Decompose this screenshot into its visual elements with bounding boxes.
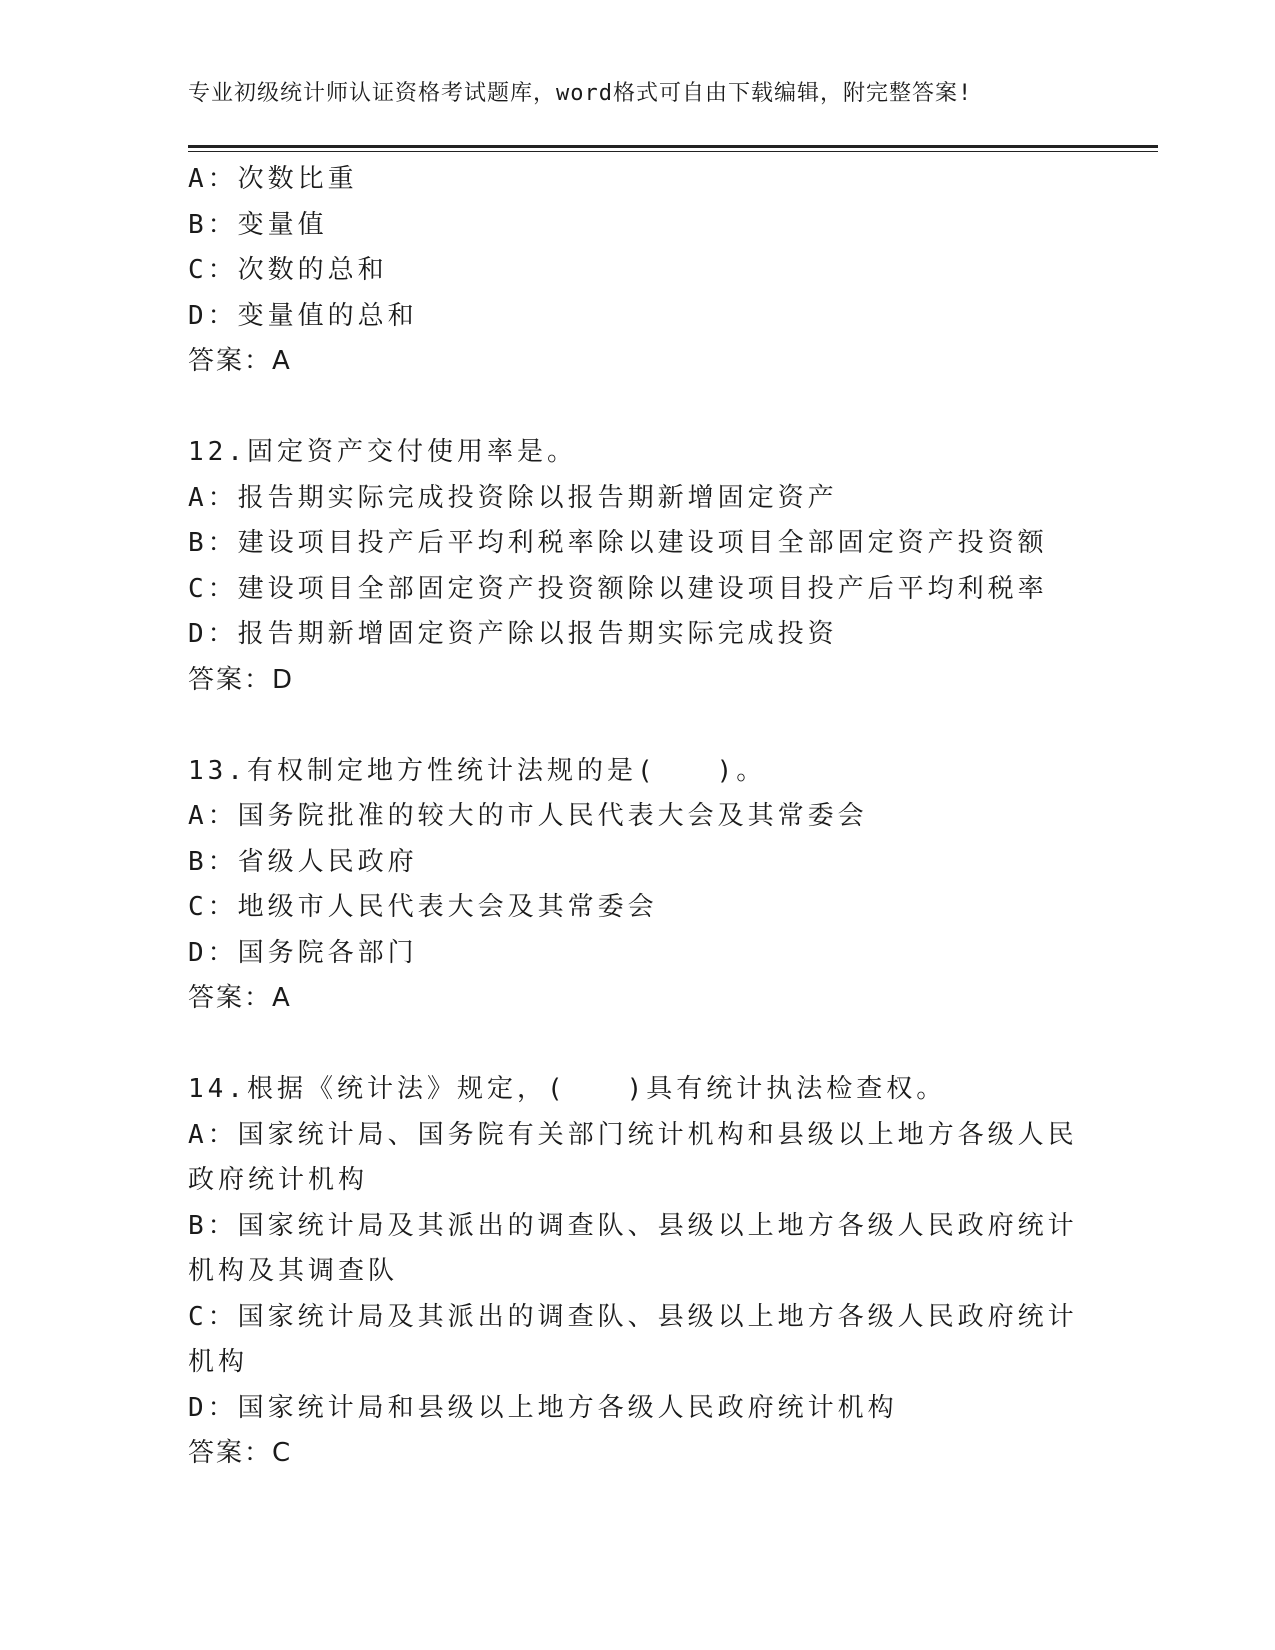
header-divider [188, 145, 1158, 148]
question-stem: 13.有权制定地方性统计法规的是( )。 [188, 755, 767, 786]
question-11 [188, 157, 1088, 385]
spacer [188, 1022, 1088, 1068]
question-14 [188, 1067, 1088, 1477]
question-stem: 14.根据《统计法》规定，( )具有统计执法检查权。 [188, 1074, 947, 1104]
option-c: C：国家统计局及其派出的调查队、县级以上地方各级人民政府统计机构 [188, 1301, 1078, 1377]
answer: 答案：A [188, 346, 292, 376]
answer: 答案：D [188, 664, 295, 695]
option-b: B：国家统计局及其派出的调查队、县级以上地方各级人民政府统计机构及其调查队 [188, 1210, 1078, 1286]
question-list [188, 157, 1088, 1477]
answer: 答案：C [188, 1438, 293, 1468]
option-c: C：建设项目全部固定资产投资额除以建设项目投产后平均利税率 [188, 573, 1048, 604]
option-c: C：次数的总和 [188, 255, 388, 285]
option-b: B：建设项目投产后平均利税率除以建设项目全部固定资产投资额 [188, 528, 1048, 558]
option-d: D：变量值的总和 [188, 300, 418, 331]
header-divider-thin [188, 151, 1158, 152]
option-a: A：国家统计局、国务院有关部门统计机构和县级以上地方各级人民政府统计机构 [188, 1119, 1078, 1195]
spacer [188, 385, 1088, 431]
question-stem: 12.固定资产交付使用率是。 [188, 437, 577, 467]
spacer [188, 703, 1088, 749]
answer: 答案：A [188, 983, 292, 1013]
option-c: C：地级市人民代表大会及其常委会 [188, 892, 658, 922]
option-b: B：变量值 [188, 209, 328, 240]
option-b: B：省级人民政府 [188, 846, 418, 877]
option-a: A：国务院批准的较大的市人民代表大会及其常委会 [188, 801, 868, 831]
option-d: D：报告期新增固定资产除以报告期实际完成投资 [188, 619, 838, 649]
question-13 [188, 749, 1088, 1022]
question-12 [188, 430, 1088, 703]
option-d: D：国家统计局和县级以上地方各级人民政府统计机构 [188, 1392, 898, 1423]
option-a: A：报告期实际完成投资除以报告期新增固定资产 [188, 482, 838, 513]
page-header: 专业初级统计师认证资格考试题库，word格式可自由下载编辑，附完整答案! [188, 81, 973, 106]
option-d: D：国务院各部门 [188, 937, 418, 968]
option-a: A：次数比重 [188, 164, 358, 194]
